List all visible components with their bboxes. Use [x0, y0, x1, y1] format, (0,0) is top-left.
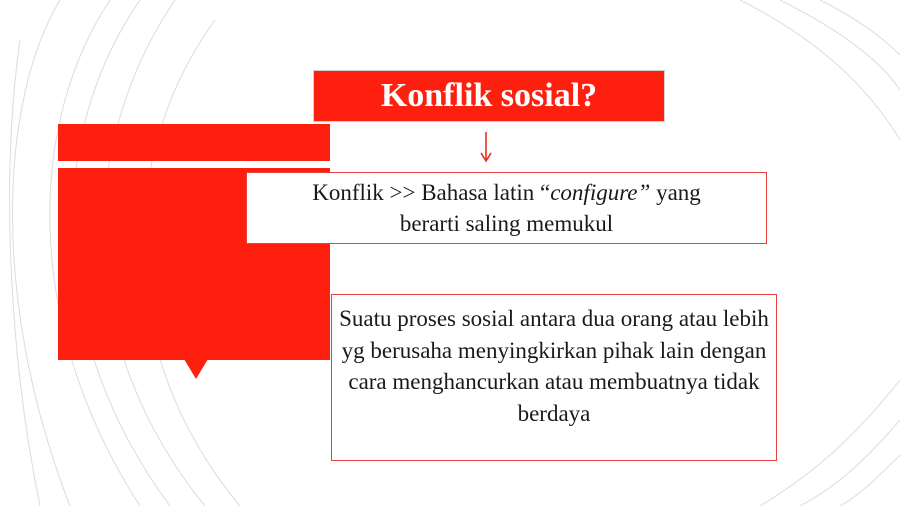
explanation-box — [331, 294, 777, 461]
definition-line1-suffix: yang — [650, 179, 701, 205]
slide-title-text: Konflik sosial? — [380, 77, 598, 114]
definition-line1-prefix: Konflik >> Bahasa latin “ — [312, 179, 551, 205]
definition-latin-term: configure” — [550, 179, 651, 205]
definition-text — [312, 177, 701, 239]
explanation-text: Suatu proses sosial antara dua orang atau lebih yg berusaha menyingkirkan pihak lain dengan cara menghancurkan atau membuatnya tidak berdaya — [339, 306, 769, 427]
slide-title — [313, 70, 665, 122]
decorative-red-pointer — [184, 359, 208, 379]
definition-box — [246, 172, 767, 244]
arrow-down-icon — [478, 130, 494, 164]
definition-line2: berarti saling memukul — [399, 211, 614, 236]
decorative-red-strip — [58, 124, 330, 161]
